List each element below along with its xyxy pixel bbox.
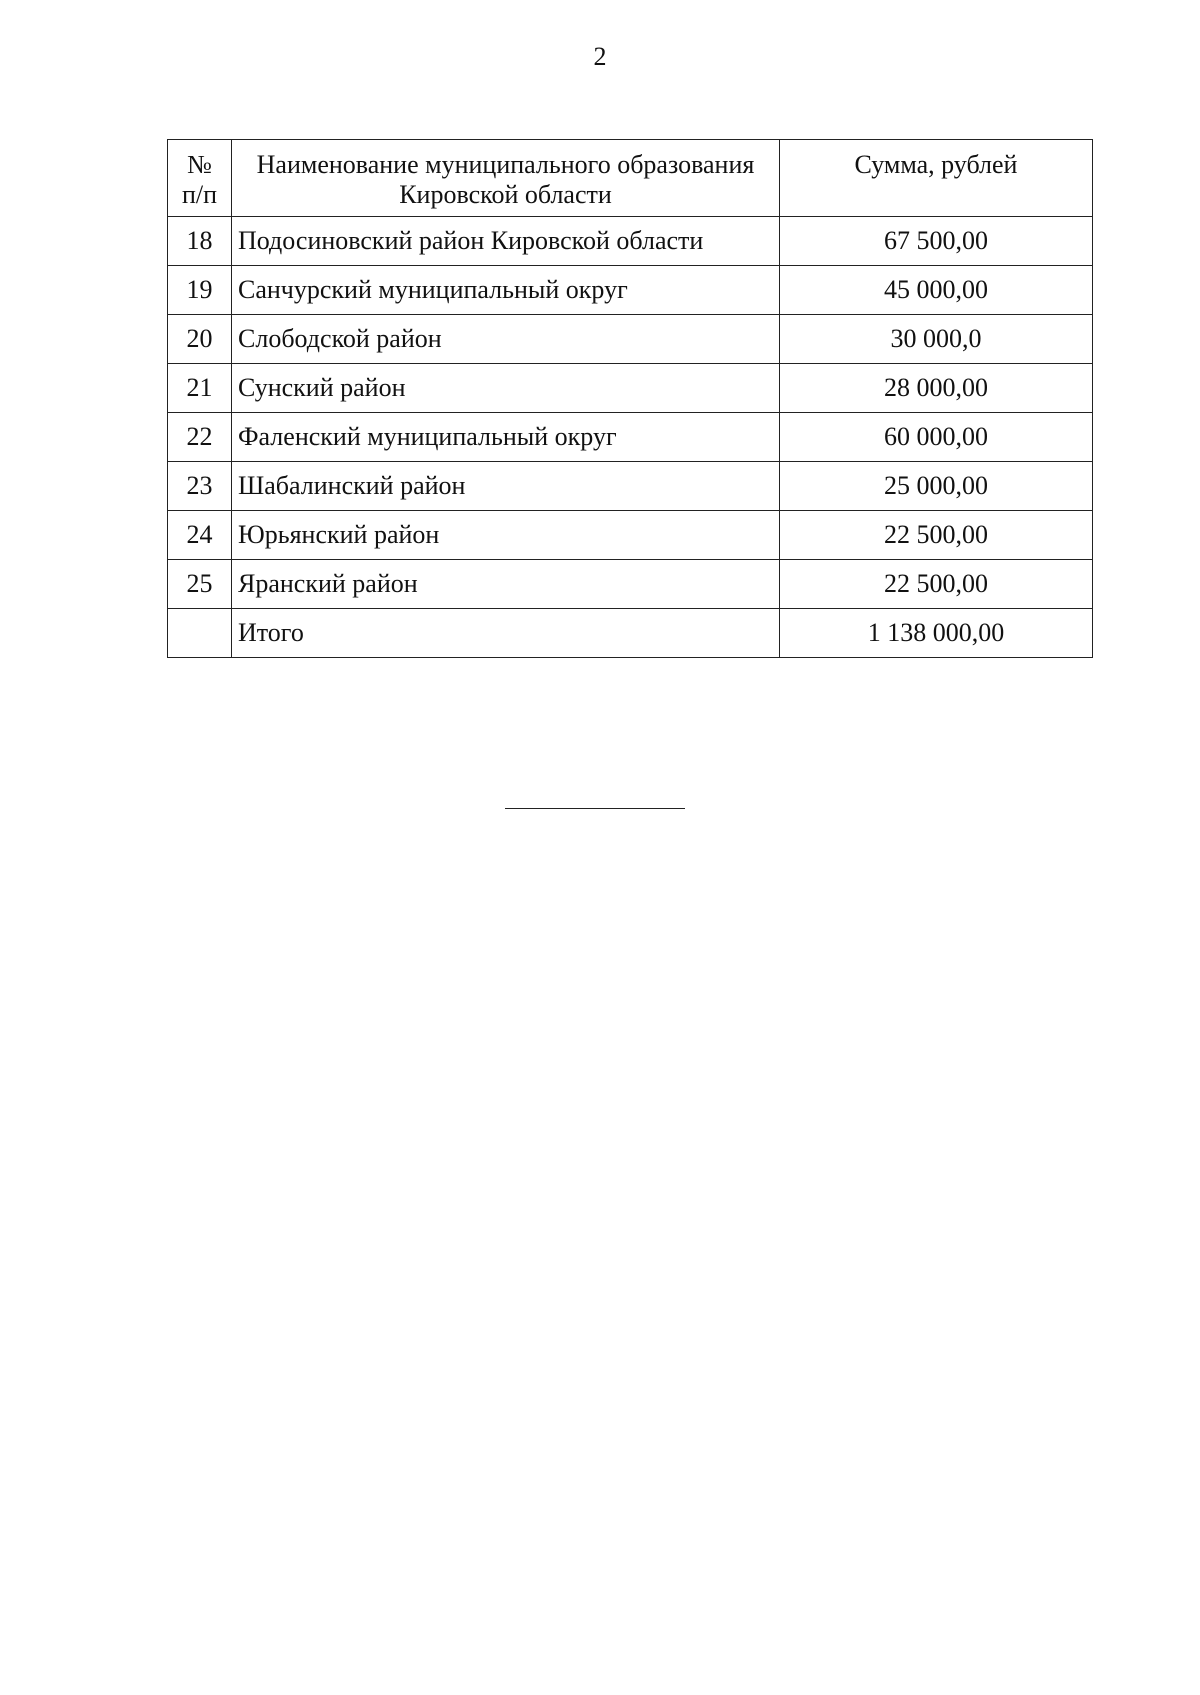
row-number: 24 (168, 511, 232, 560)
header-number: № п/п (168, 140, 232, 217)
row-sum: 60 000,00 (780, 413, 1093, 462)
page-number: 2 (593, 42, 607, 71)
table-row (168, 413, 1093, 462)
row-number: 23 (168, 462, 232, 511)
row-municipality: Яранский район (232, 560, 780, 609)
row-number: 18 (168, 217, 232, 266)
header-sum: Сумма, рублей (780, 140, 1093, 217)
row-number: 20 (168, 315, 232, 364)
total-sum: 1 138 000,00 (780, 609, 1093, 658)
end-of-document-rule (505, 808, 685, 809)
row-municipality: Слободской район (232, 315, 780, 364)
table-row (168, 217, 1093, 266)
table-row (168, 315, 1093, 364)
table-row (168, 511, 1093, 560)
row-municipality: Шабалинский район (232, 462, 780, 511)
row-municipality: Подосиновский район Кировской области (232, 217, 780, 266)
row-sum: 67 500,00 (780, 217, 1093, 266)
row-sum: 22 500,00 (780, 560, 1093, 609)
total-row (168, 609, 1093, 658)
table-row (168, 266, 1093, 315)
row-sum: 45 000,00 (780, 266, 1093, 315)
table-body (168, 217, 1093, 658)
table-row (168, 364, 1093, 413)
row-number: 19 (168, 266, 232, 315)
row-municipality: Юрьянский район (232, 511, 780, 560)
table-row (168, 462, 1093, 511)
table-row (168, 560, 1093, 609)
allocation-table (167, 139, 1093, 658)
row-municipality: Сунский район (232, 364, 780, 413)
header-municipality: Наименование муниципального образования Кировской области (232, 140, 780, 217)
row-sum: 25 000,00 (780, 462, 1093, 511)
row-number: 21 (168, 364, 232, 413)
total-number (168, 609, 232, 658)
row-municipality: Фаленский муниципальный округ (232, 413, 780, 462)
table-header (168, 140, 1093, 217)
row-municipality: Санчурский муниципальный округ (232, 266, 780, 315)
row-number: 22 (168, 413, 232, 462)
row-sum: 30 000,0 (780, 315, 1093, 364)
row-sum: 22 500,00 (780, 511, 1093, 560)
total-label: Итого (232, 609, 780, 658)
header-row (168, 140, 1093, 217)
row-sum: 28 000,00 (780, 364, 1093, 413)
row-number: 25 (168, 560, 232, 609)
